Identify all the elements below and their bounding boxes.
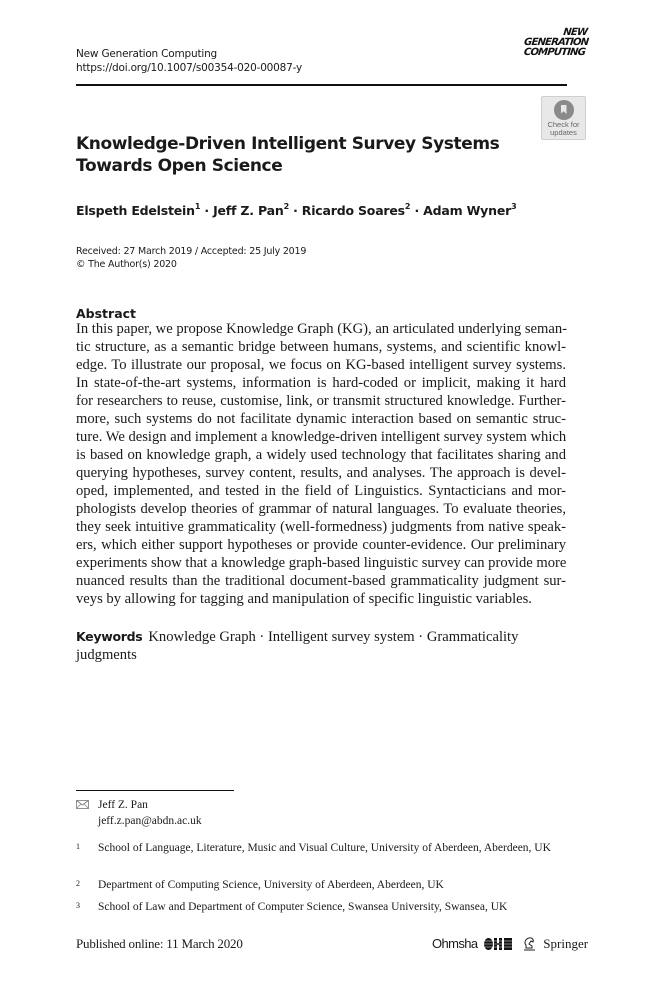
keywords bbox=[76, 628, 546, 664]
affiliation-ref: 2 bbox=[283, 202, 289, 211]
keywords-text: Knowledge Graph · Intelligent survey system · Grammaticality judgments bbox=[76, 629, 519, 663]
affiliation-text: School of Language, Literature, Music and Visual Culture, University of Aberdeen, Aberdeen, UK bbox=[98, 842, 551, 854]
affiliation-number: 1 bbox=[76, 842, 80, 851]
affiliation-text: Department of Computing Science, University of Aberdeen, Aberdeen, UK bbox=[98, 879, 444, 891]
abstract-line: ers, which either support hypotheses or provide counter-evidence. Our preliminary bbox=[76, 537, 566, 553]
corresponding-name: Jeff Z. Pan bbox=[98, 799, 148, 811]
check-updates-label: Check for bbox=[547, 120, 580, 129]
journal-name: New Generation Computing bbox=[76, 48, 218, 60]
affiliation-text: School of Law and Department of Computer Science, Swansea University, Swansea, UK bbox=[98, 901, 508, 913]
logo-line: NEW bbox=[562, 27, 588, 38]
abstract-line: nuanced results than the traditional document-based grammaticality judgment sur- bbox=[76, 573, 566, 589]
bookmark-icon bbox=[554, 100, 574, 120]
abstract-line: edge. To illustrate our proposal, we focus on KG-based intelligent survey systems. bbox=[76, 357, 566, 373]
ohm-mark-icon bbox=[484, 938, 512, 950]
journal-logo bbox=[522, 28, 587, 58]
affiliation-number: 3 bbox=[76, 901, 80, 910]
author-name[interactable]: Ricardo Soares bbox=[301, 203, 405, 218]
author-separator: · bbox=[288, 203, 302, 218]
author-list bbox=[76, 203, 516, 218]
abstract-body bbox=[76, 320, 566, 608]
journal-header bbox=[76, 47, 302, 75]
article-dates bbox=[76, 245, 306, 271]
check-for-updates-button[interactable] bbox=[541, 96, 586, 140]
abstract-line: querying hypotheses, survey content, results, and analyses. The approach is devel- bbox=[76, 465, 566, 481]
affiliation-3 bbox=[76, 900, 556, 915]
abstract-line: is based on knowledge graph, a widely used technology that facilitates sharing and bbox=[76, 447, 566, 463]
check-updates-label: updates bbox=[550, 127, 577, 137]
affiliation-ref: 1 bbox=[194, 202, 201, 211]
published-date: Published online: 11 March 2020 bbox=[76, 936, 243, 951]
header-divider bbox=[76, 84, 567, 86]
publisher-logos bbox=[432, 936, 588, 952]
abstract-line: tic structure, as a semantic bridge between humans, systems, and scientific knowl- bbox=[76, 339, 566, 355]
abstract-line: experiments show that a knowledge graph-based linguistic survey can provide more bbox=[76, 555, 567, 571]
affiliation-1 bbox=[76, 841, 556, 856]
abstract-line: they seek intuitive grammaticality (well-formedness) judgments from native speak- bbox=[76, 519, 566, 535]
corresponding-email[interactable]: jeff.z.pan@abdn.ac.uk bbox=[98, 815, 202, 827]
abstract-line: In this paper, we propose Knowledge Graph (KG), an articulated underlying seman- bbox=[76, 321, 567, 337]
envelope-icon bbox=[76, 800, 89, 809]
abstract-line: for researchers to reuse, customise, link, or transmit structured knowledge. Further- bbox=[76, 393, 566, 409]
affiliation-ref: 3 bbox=[511, 202, 517, 211]
author-name[interactable]: Elspeth Edelstein bbox=[76, 203, 195, 218]
corresponding-author bbox=[76, 797, 202, 829]
keywords-label: Keywords bbox=[76, 629, 143, 644]
springer-horse-icon bbox=[523, 936, 536, 951]
abstract-line: phologists develop theories of grammar of natural languages. To evaluate theories, bbox=[76, 501, 566, 517]
logo-line: GENERATION bbox=[523, 37, 589, 48]
affiliation-number: 2 bbox=[76, 879, 80, 888]
abstract-heading: Abstract bbox=[76, 306, 137, 321]
abstract-line: oped, implemented, and tested in the field of Linguistics. Syntacticians and mor- bbox=[76, 483, 566, 499]
logo-line: COMPUTING bbox=[523, 47, 586, 58]
affiliation-ref: 2 bbox=[404, 202, 411, 211]
affiliation-2 bbox=[76, 878, 556, 893]
ohmsha-logo-text: Ohmsha bbox=[432, 936, 478, 951]
footnote-divider bbox=[76, 790, 234, 791]
springer-logo-text: Springer bbox=[543, 936, 589, 951]
doi-link[interactable]: https://doi.org/10.1007/s00354-020-00087-y bbox=[76, 62, 303, 74]
abstract-line: ture. We design and implement a knowledge-driven intelligent survey system which bbox=[76, 429, 567, 445]
author-name[interactable]: Jeff Z. Pan bbox=[213, 203, 284, 218]
abstract-line: veys by allowing for tagging and manipulation of specific linguistic variables. bbox=[76, 591, 532, 607]
copyright: © The Author(s) 2020 bbox=[76, 259, 177, 270]
author-separator: · bbox=[410, 203, 424, 218]
abstract-line: In state-of-the-art systems, information is hard-coded or implicit, making it hard bbox=[76, 375, 566, 391]
received-accepted: Received: 27 March 2019 / Accepted: 25 July 2019 bbox=[76, 246, 307, 257]
abstract-line: more, such systems do not facilitate dynamic interaction based on semantic struc- bbox=[76, 411, 566, 427]
author-separator: · bbox=[200, 203, 214, 218]
article-title: Knowledge-Driven Intelligent Survey Systems Towards Open Science bbox=[76, 134, 500, 176]
author-name[interactable]: Adam Wyner bbox=[423, 203, 512, 218]
